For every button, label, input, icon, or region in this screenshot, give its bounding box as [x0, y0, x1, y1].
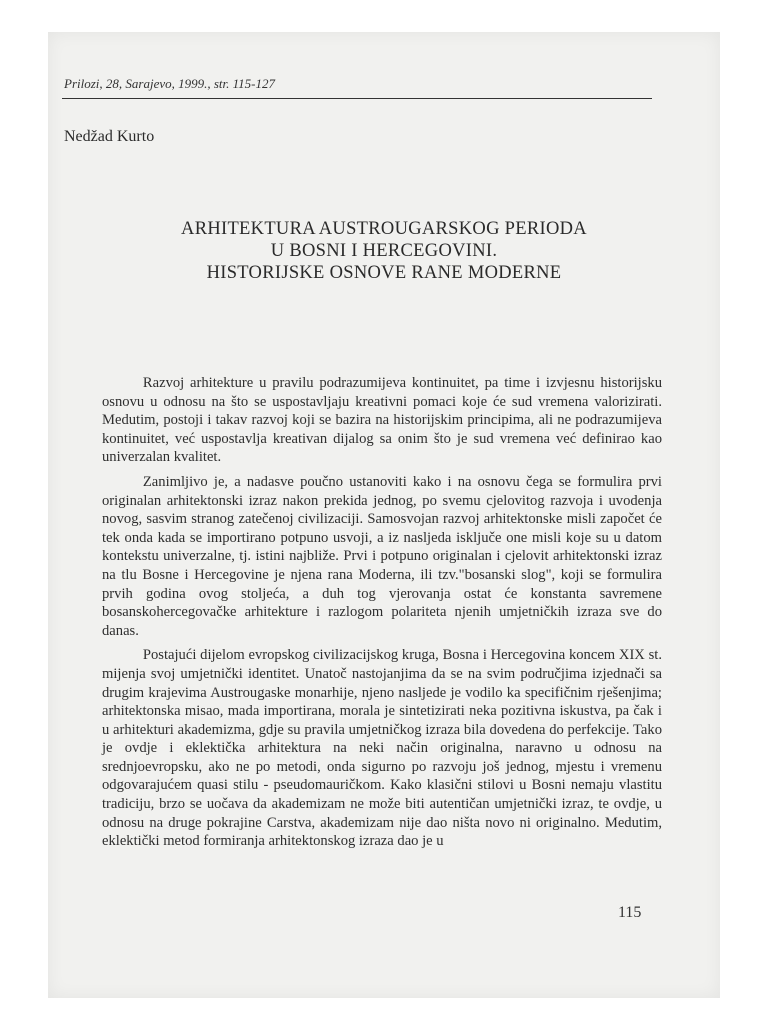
- running-header: Prilozi, 28, Sarajevo, 1999., str. 115-127: [64, 76, 276, 91]
- paragraph-1: Razvoj arhitekture u pravilu podrazumijeva kontinuitet, pa time i izvjesnu historijsku osnovu u odnosu na što se uspostavljaju kreativni pomaci koje će sud vremena valorizirati. Medutim, postoji i takav razvoj koji se bazira na historijskim principima, ali ne podrazumijeva kontinuitet, već uspostavlja kreativan dijalog sa onim što je sud vremena već definirao kao univerzalan kvalitet.: [102, 375, 662, 466]
- scanned-page: [48, 32, 720, 998]
- author-name: Nedžad Kurto: [64, 128, 155, 145]
- article-title: [48, 218, 720, 284]
- page-number: 115: [618, 904, 642, 921]
- paragraph-3: Postajući dijelom evropskog civilizacijskog kruga, Bosna i Hercegovina koncem XIX st. mijenja svoj umjetnički identitet. Unatoč nastojanjima da se na svim područjima izjednači sa drugim krajevima Austrougaske monarhije, njeno nasljede je vodilo ka specifičnim rješenjima; arhitektonska misao, mada importirana, morala je sintetizirati neka pozitivna iskustva, pa čak i u arhitekturi akademizma, gdje su pravila umjetničkog izraza bila dovedena do perfekcije. Tako je ovdje i eklektička arhitektura na neki način originalna, naravno u odnosu na srednjoevropsku, ako ne po metodi, onda sigurno po razvoju još jednog, mjestu i vremenu odgovarajućem quasi stilu - pseudomauričkom. Kako klasični stilovi u Bosni nemaju vlastitu tradiciju, brzo se uočava da akademizam ne može biti autentičan umjetnički izraz, te ovdje, u odnosu na druge pokrajine Carstva, akademizam nije dao ništa novo ni originalno. Medutim, eklektički metod formiranja arhitektonskog izraza dao je u: [102, 647, 662, 850]
- title-line-2: U BOSNI I HERCEGOVINI.: [270, 241, 498, 261]
- article-body: [102, 374, 662, 857]
- title-line-3: HISTORIJSKE OSNOVE RANE MODERNE: [206, 263, 562, 283]
- title-line-1: ARHITEKTURA AUSTROUGARSKOG PERIODA: [181, 219, 587, 239]
- header-rule: [62, 98, 652, 99]
- paragraph-2: Zanimljivo je, a nadasve poučno ustanoviti kako i na osnovu čega se formulira prvi originalan arhitektonski izraz nakon prekida jednog, po svemu cjelovitog razvoja i uvodenja novog, sasvim stranog zatečenoj civilizaciji. Samosvojan razvoj arhitektonske misli započet će tek onda kada se importirano potpuno usvoji, a iz nasljeda isključe one misli koje su u datom kontekstu univerzalne, tj. istini najbliže. Prvi i potpuno originalan i cjelovit arhitektonski izraz na tlu Bosne i Hercegovine je njena rana Moderna, ili tzv."bosanski slog", koji se formulira prvih godina ovog stoljeća, a duh tog vjerovanja ostat će konstanta savremene bosanskohercegovačke arhitekture i razlogom polariteta njenih umjetničkih izraza sve do danas.: [102, 473, 662, 639]
